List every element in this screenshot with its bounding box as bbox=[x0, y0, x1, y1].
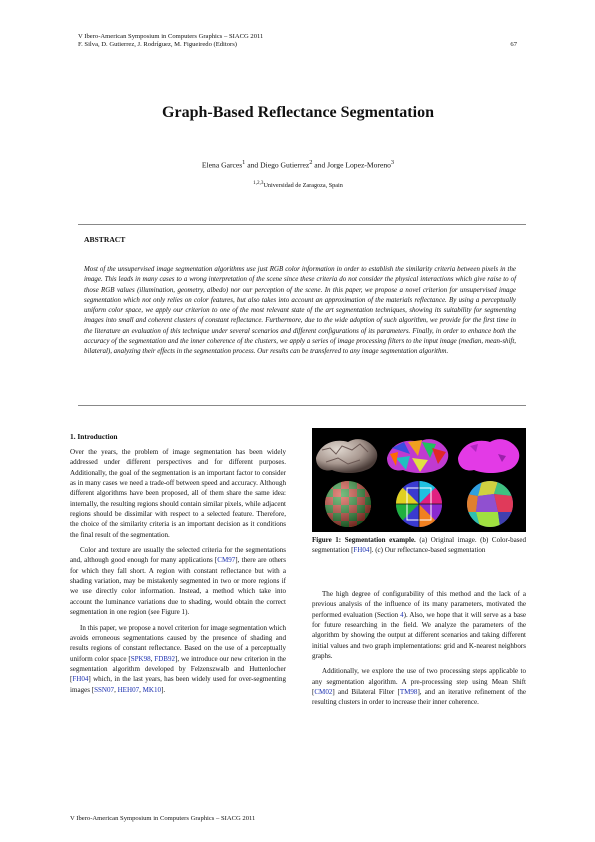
affiliation bbox=[78, 180, 518, 189]
right-paragraph-1: The high degree of configurability of this method and the lack of a previous analysis of the influence of its many parameters, motivated the performed evaluation (Section 4). Also, we hope that it will serve as a base for future researching in the field. We analyze the parameters of the algorithm by showing the output at different scenarios and taking different initial values and two graph implementations: grid and K-nearest neighbors graphs. bbox=[312, 590, 526, 661]
abstract-top-rule bbox=[78, 224, 526, 225]
author-1-mark: 1 bbox=[242, 159, 246, 166]
sphere-original bbox=[325, 481, 373, 529]
section-heading-introduction: 1. Introduction bbox=[70, 432, 118, 441]
bear-color-segmentation bbox=[387, 439, 448, 473]
section-link[interactable]: 4 bbox=[400, 610, 404, 619]
citation-link[interactable]: CM02 bbox=[314, 688, 333, 697]
caption-label: Figure 1: Segmentation example. bbox=[312, 536, 416, 544]
author-3: and Jorge Lopez-Moreno bbox=[312, 160, 391, 170]
bear-reflectance-segmentation bbox=[458, 439, 519, 473]
running-header bbox=[78, 33, 518, 49]
sphere-color-segmentation bbox=[396, 481, 442, 527]
right-column bbox=[312, 589, 526, 708]
citation-link[interactable]: FH04 bbox=[72, 675, 89, 684]
intro-paragraph-3: In this paper, we propose a novel criterion for image segmentation which avoids erroneous segmentations caused by the presence of shading and results regions of constant reflectance. Based on the use of a perceptually uniform color space [SPK98, FDB92], we introduce our new criterion in the segmentation algorithm developed by Felzenszwalb and Huttenlocher [FH04] which, in the last years, has been widely used for over-segmenting images [SSN07, HEH07, MK10]. bbox=[70, 623, 286, 694]
header-editors: F. Silva, D. Gutierrez, J. Rodríguez, M. Figueiredo (Editors) bbox=[78, 41, 237, 48]
abstract-heading: ABSTRACT bbox=[84, 235, 126, 244]
citation-link[interactable]: SPK98 bbox=[130, 654, 151, 663]
right-paragraph-2: Additionally, we explore the use of two processing steps applicable to any segmentation algorithm. A pre-processing step using Mean Shift [CM02] and Bilateral Filter [TM98], and an iterative refinement of the resulting clusters in order to increase their inner coherence. bbox=[312, 667, 526, 707]
page-number: 67 bbox=[510, 41, 517, 48]
figure-segmentation-example bbox=[312, 428, 526, 532]
affiliation-mark: 1,2,3 bbox=[253, 180, 264, 186]
intro-paragraph-2: Color and texture are usually the selected criteria for the segmentations and, although good enough for many applications [CM97], there are others for which they fall short. A region with constant reflectance but with a shading variation, may be mistakenly segmented in two or more regions if we use directly color information. Instead, a method which take into account the luminance variations due to shading, would obtain the correct segmentation in one region (see Figure 1). bbox=[70, 546, 286, 617]
intro-paragraph-1: Over the years, the problem of image segmentation has been widely addressed under different perspectives and for different purposes. Additionally, the goal of the segmentation is an important factor to consider as in many cases we need a trade-off between speed and accuracy. Although different algorithms have been proposed, all of them share the same idea: internally, the resulting regions should contain similar pixels, while adjacent regions should be dissimilar with respect to a selected feature. Therefore, the choice of the similarity criteria is an important decision as it conditions the final result of the segmentation. bbox=[70, 448, 286, 539]
author-list bbox=[78, 159, 518, 170]
citation-link[interactable]: SSN07 bbox=[94, 685, 115, 694]
bear-original bbox=[316, 439, 377, 473]
abstract-bottom-rule bbox=[78, 405, 526, 406]
citation-link[interactable]: FDB92 bbox=[154, 654, 176, 663]
abstract-text: Most of the unsupervised image segmentation algorithms use just RGB color information in order to establish the similarity criteria between pixels in the image. This leads in many cases to a wrong interpretation of the scene since these criteria do not consider the physical interactions which give raise to of those RGB values (illumination, geometry, albedo) nor our perception of the scene. In this paper, we propose a novel criterion for unsupervised image segmentation which not only relies on color features, but also takes into account an approximation of the materials reflectance. By using a perceptually uniform color space, we apply our criterion to one of the most relevant state of the art segmentation techniques, showing its suitability for segmenting images into small and coherent clusters of constant reflectance. Furthermore, due to the wide adoption of such algorithm, we provide for the first time in the literature an evaluation of this technique under several scenarios and different configurations of its parameters. Finally, in order to enhance both the accuracy of the segmentation and the inner coherence of the clusters, we apply a series of image processing filters to the input image (median, mean-shift, bilateral), analyzing their effects in the segmentation process. Our results can be transferred to any image segmentation algorithm. bbox=[84, 265, 516, 356]
author-3-mark: 3 bbox=[390, 159, 395, 166]
figure-caption: Figure 1: Segmentation example. (a) Original image. (b) Color-based segmentation [FH04]. (c) Our reflectance-based segmentation bbox=[312, 536, 527, 554]
paper-title: Graph-Based Reflectance Segmentation bbox=[162, 104, 434, 121]
affiliation-text: Universidad de Zaragoza, Spain bbox=[263, 182, 343, 190]
citation-link[interactable]: HEH07 bbox=[117, 685, 140, 694]
citation-link[interactable]: TM98 bbox=[399, 688, 418, 697]
figure-image bbox=[312, 428, 526, 532]
left-column bbox=[70, 447, 286, 695]
author-2-mark: 2 bbox=[309, 159, 313, 166]
citation-link[interactable]: CM97 bbox=[217, 556, 236, 565]
sphere-reflectance-segmentation bbox=[467, 481, 513, 527]
author-1: Elena Garces bbox=[201, 160, 243, 170]
author-2: and Diego Gutierrez bbox=[245, 160, 310, 170]
page-footer: V Ibero-American Symposium in Computers Graphics – SIACG 2011 bbox=[70, 815, 256, 822]
header-venue: V Ibero-American Symposium in Computers Graphics – SIACG 2011 bbox=[78, 33, 264, 40]
citation-link[interactable]: FH04 bbox=[353, 546, 370, 554]
citation-link[interactable]: MK10 bbox=[142, 685, 162, 694]
